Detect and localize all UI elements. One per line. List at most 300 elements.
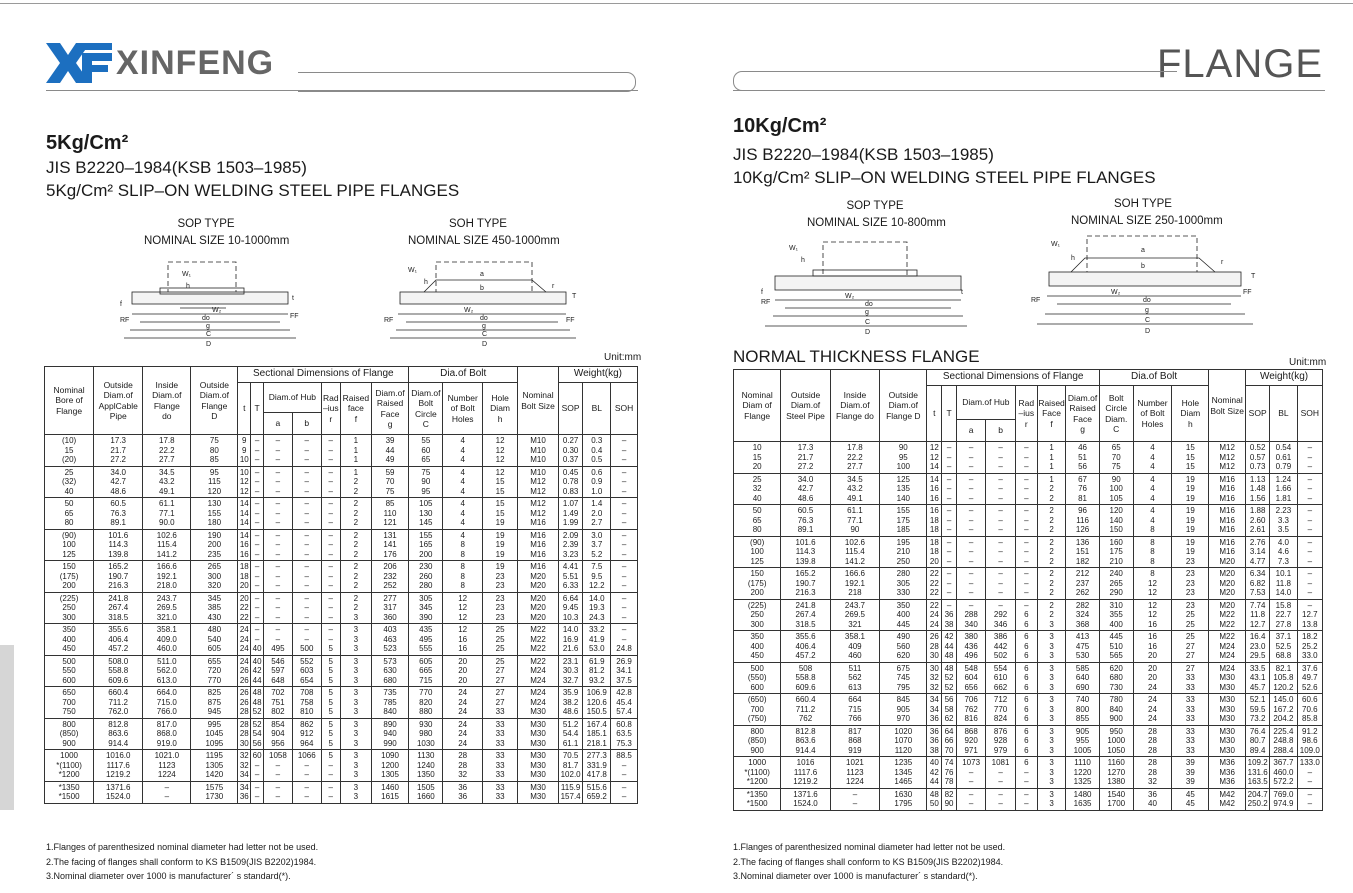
table-cell <box>340 498 371 530</box>
cell-value: 3 <box>353 707 359 716</box>
cell-value: 24 <box>1148 714 1157 723</box>
cell-value: M20 <box>1219 578 1235 588</box>
cell-value: 475 <box>1075 641 1090 651</box>
table-cell <box>409 435 443 467</box>
cell-value: 5 <box>328 751 333 760</box>
table-cell <box>321 561 340 593</box>
cell-value: 40 <box>1148 799 1157 808</box>
table-cell <box>143 435 191 467</box>
cell-value: – <box>621 760 627 770</box>
cell-value: 60.5 <box>797 506 814 515</box>
cell-value: 1 <box>353 436 359 445</box>
cell-value: 4.6 <box>1277 547 1289 556</box>
cell-value: 1460 <box>381 782 399 792</box>
cell-value: 3 <box>353 612 359 622</box>
cell-value: 163.5 <box>1247 777 1268 786</box>
cell-value: 15 <box>64 445 74 455</box>
cell-value: 6.82 <box>1249 578 1266 588</box>
cell-value: 262 <box>1075 588 1090 597</box>
cell-value: 212 <box>1075 569 1090 578</box>
cell-value: M16 <box>1219 525 1235 534</box>
cell-value: – <box>304 593 309 603</box>
table-cell <box>1246 599 1270 631</box>
table-cell <box>986 788 1015 810</box>
cell-value: 3 <box>1049 619 1054 629</box>
table-cell <box>1099 536 1133 568</box>
cell-value: 265 <box>207 562 222 571</box>
cell-value: 17.8 <box>847 443 863 452</box>
cell-value: – <box>254 508 260 518</box>
cell-value: 76.3 <box>110 508 126 518</box>
cell-value: 1070 <box>894 736 913 745</box>
cell-value: 206 <box>383 562 397 571</box>
table-cell <box>1015 788 1037 810</box>
cell-value: 4 <box>460 499 465 508</box>
cell-value: 23 <box>495 571 505 581</box>
col-bolt-circle: Diam.of Bolt Circle C <box>409 383 443 435</box>
cell-value: – <box>275 792 281 801</box>
table-cell <box>238 655 251 687</box>
section-title: NORMAL THICKNESS FLANGE <box>733 347 980 366</box>
cell-value: 1016 <box>796 758 815 767</box>
cell-value: 3 <box>353 644 359 653</box>
cell-value: 540 <box>207 634 222 644</box>
cell-value: 14 <box>929 474 939 484</box>
cell-value: 3 <box>1049 632 1054 641</box>
cell-value: – <box>968 799 974 808</box>
cell-value: 2.0 <box>591 508 603 518</box>
cell-value: 60.8 <box>616 719 632 729</box>
cell-value: – <box>328 436 333 445</box>
cell-value: 28 <box>1148 736 1157 745</box>
table-row <box>45 624 638 656</box>
table-cell <box>191 498 238 530</box>
cell-value: – <box>968 588 974 597</box>
cell-value: 12.7 <box>1302 610 1318 619</box>
table-cell <box>1037 631 1065 663</box>
cell-value: 15 <box>495 477 505 486</box>
cell-value: 1021.0 <box>154 751 180 760</box>
cell-value: 102.6 <box>156 530 177 540</box>
table-cell <box>143 781 191 803</box>
cell-value: 840 <box>383 707 397 716</box>
table-cell <box>409 718 443 750</box>
table-cell <box>734 757 781 789</box>
cell-value: – <box>328 445 333 455</box>
table-cell <box>986 631 1015 663</box>
cell-value: 385 <box>207 603 222 612</box>
cell-value: 16 <box>1148 632 1157 641</box>
col-T: T <box>942 386 957 442</box>
cell-value: – <box>254 445 260 455</box>
table-cell <box>927 536 942 568</box>
table-cell <box>518 498 559 530</box>
cell-value: – <box>1307 588 1313 597</box>
cell-value: 6 <box>1024 619 1029 629</box>
table-cell <box>321 655 340 687</box>
table-cell <box>263 498 292 530</box>
cell-value: 1.0 <box>591 486 603 496</box>
cell-value: 409 <box>848 641 862 651</box>
cell-value: – <box>328 518 333 527</box>
table-cell <box>1246 757 1270 789</box>
table-cell <box>1297 662 1322 694</box>
cell-value: 702 <box>271 688 285 697</box>
table-cell <box>1015 694 1037 726</box>
cell-value: 76 <box>1078 484 1088 493</box>
cell-value: 7.3 <box>1277 556 1289 566</box>
cell-value: 100 <box>896 462 910 471</box>
table-cell <box>1270 568 1297 600</box>
table-cell <box>956 694 985 726</box>
cell-value: – <box>998 789 1003 799</box>
soh-caption <box>408 216 560 250</box>
cell-value: 48 <box>252 697 262 707</box>
cell-value: 42.7 <box>797 484 814 493</box>
cell-value: 5.51 <box>562 571 579 581</box>
cell-value: 33 <box>495 751 505 760</box>
cell-value: 979 <box>993 745 1008 755</box>
cell-value: 690 <box>1075 682 1090 692</box>
cell-value: 496 <box>964 651 978 660</box>
table-cell <box>292 718 321 750</box>
table-cell <box>45 561 94 593</box>
cell-value: 715 <box>848 704 862 714</box>
cell-value: (175) <box>747 578 767 588</box>
table-cell <box>880 725 927 757</box>
table-cell <box>1297 725 1322 757</box>
table-cell <box>238 592 251 624</box>
cell-value: 5 <box>328 688 333 697</box>
table-cell <box>292 750 321 782</box>
cell-value: – <box>1024 547 1029 556</box>
table-cell <box>880 599 927 631</box>
table-cell <box>734 442 781 474</box>
cell-value: M30 <box>530 729 546 738</box>
sop-size-label: NOMINAL SIZE 10-800mm <box>807 217 946 229</box>
table-cell <box>1133 442 1172 474</box>
cell-value: 26 <box>239 675 249 685</box>
cell-value: – <box>968 547 974 556</box>
table-cell <box>927 568 942 600</box>
cell-value: 640 <box>1075 673 1090 682</box>
cell-value: – <box>275 770 281 779</box>
table-cell <box>1297 442 1322 474</box>
cell-value: 267.4 <box>108 603 129 612</box>
table-row <box>734 662 1323 694</box>
table-cell <box>191 655 238 687</box>
table-cell <box>251 718 264 750</box>
table-cell <box>518 466 559 498</box>
cell-value: 96 <box>1078 506 1088 515</box>
cell-value: 3 <box>1049 777 1054 786</box>
cell-value: 2 <box>353 562 359 571</box>
cell-value: 139.8 <box>108 549 129 559</box>
cell-value: 6.64 <box>562 593 579 603</box>
cell-value: M30 <box>1219 704 1235 714</box>
cell-value: – <box>275 530 281 540</box>
cell-value: 762 <box>964 704 978 714</box>
cell-value: 1.24 <box>1275 474 1292 484</box>
cell-value: – <box>164 792 170 801</box>
cell-value: 0.57 <box>1249 452 1266 462</box>
cell-value: 32.7 <box>562 675 579 685</box>
cell-value: 305 <box>896 578 910 588</box>
table-row <box>45 466 638 498</box>
cell-value: 2 <box>353 518 359 527</box>
cell-value: 26.9 <box>616 656 632 666</box>
cell-value: 523 <box>383 644 397 653</box>
cell-value: 70.6 <box>1302 704 1318 714</box>
dwg-h-label: h <box>424 279 428 286</box>
cell-value: *1500 <box>746 799 768 808</box>
table-row <box>45 781 638 803</box>
table-cell <box>1209 505 1246 537</box>
cell-value: 24 <box>458 738 468 748</box>
cell-value: *1200 <box>746 777 768 786</box>
cell-value: 109.2 <box>1247 758 1268 767</box>
cell-value: 655 <box>207 656 222 666</box>
cell-value: 28 <box>458 751 468 760</box>
table-cell <box>340 655 371 687</box>
table-cell <box>942 662 957 694</box>
cell-value: 900 <box>750 745 764 755</box>
cell-value: M24 <box>1219 641 1235 651</box>
table-cell <box>611 466 638 498</box>
cell-value: 9.5 <box>591 571 603 581</box>
cell-value: 825 <box>207 688 222 697</box>
cell-value: – <box>275 508 281 518</box>
cell-value: 712 <box>993 695 1008 704</box>
cell-value: 1795 <box>894 799 913 808</box>
table-cell <box>830 725 879 757</box>
cell-value: 0.52 <box>1249 443 1266 452</box>
cell-value: (225) <box>59 593 79 603</box>
cell-value: 24 <box>929 619 939 629</box>
table-cell <box>611 781 638 803</box>
cell-value: 120 <box>207 486 222 496</box>
cell-value: (850) <box>747 736 767 745</box>
cell-value: 167.4 <box>586 719 607 729</box>
cell-value: 81 <box>1078 493 1088 503</box>
cell-value: M30 <box>1219 695 1235 704</box>
table-cell <box>583 718 611 750</box>
cell-value: – <box>328 770 333 779</box>
cell-value: 280 <box>419 581 433 590</box>
cell-value: 12 <box>1148 600 1157 610</box>
cell-value: – <box>254 540 260 549</box>
cell-value: 1066 <box>297 751 316 760</box>
cell-value: 65 <box>421 455 431 464</box>
cell-value: 27.7 <box>159 455 175 464</box>
cell-value: 1219.2 <box>105 770 131 779</box>
cell-value: M22 <box>1219 619 1235 629</box>
cell-value: 4 <box>460 508 465 518</box>
cell-value: 1235 <box>894 758 913 767</box>
cell-value: 500 <box>62 656 76 666</box>
cell-value: 145 <box>419 518 433 527</box>
dwg-g-label: g <box>206 323 210 330</box>
cell-value: 125 <box>896 474 910 484</box>
cell-value: 970 <box>896 714 910 723</box>
cell-value: 802 <box>271 707 285 716</box>
table-cell <box>830 473 879 505</box>
table-cell <box>292 655 321 687</box>
cell-value: 4 <box>460 477 465 486</box>
table-cell <box>292 435 321 467</box>
table-cell <box>927 725 942 757</box>
cell-value: 12 <box>929 443 939 452</box>
cell-value: – <box>1024 556 1029 566</box>
cell-value: 463 <box>383 634 397 644</box>
table-cell <box>191 561 238 593</box>
cell-value: 155 <box>896 506 910 515</box>
cell-value: 1700 <box>1107 799 1126 808</box>
cell-value: 33 <box>495 707 505 716</box>
cell-value: 12 <box>458 612 468 622</box>
cell-value: 22.7 <box>1275 610 1292 619</box>
cell-value: 77.1 <box>159 508 175 518</box>
cell-value: 1380 <box>1107 777 1126 786</box>
cell-value: – <box>1307 578 1313 588</box>
cell-value: 762.0 <box>108 707 129 716</box>
cell-value: 12 <box>458 593 468 603</box>
cell-value: 4 <box>460 530 465 540</box>
cell-value: 89.1 <box>797 525 814 534</box>
cell-value: 24.8 <box>616 644 632 653</box>
cell-value: 20 <box>239 581 249 590</box>
cell-value: 22.2 <box>847 452 863 462</box>
cell-value: 4 <box>1150 452 1155 462</box>
cell-value: 1 <box>353 455 359 464</box>
cell-value: – <box>328 581 333 590</box>
cell-value: – <box>621 499 627 508</box>
table-cell <box>880 788 927 810</box>
cell-value: 38 <box>929 745 939 755</box>
table-cell <box>611 592 638 624</box>
cell-value: 751 <box>271 697 285 707</box>
cell-value: 5 <box>328 675 333 685</box>
cell-value: 65 <box>1111 443 1121 452</box>
dwg-do-label: do <box>202 315 210 322</box>
cell-value: 11.8 <box>1275 578 1291 588</box>
cell-value: – <box>254 486 260 496</box>
table-cell <box>1209 568 1246 600</box>
cell-value: 9 <box>242 445 247 455</box>
cell-value: M10 <box>530 455 546 464</box>
cell-value: 1058 <box>269 751 287 760</box>
cell-value: 21.7 <box>797 452 814 462</box>
cell-value: – <box>998 515 1003 525</box>
table-cell <box>927 473 942 505</box>
dwg-ff-label: FF <box>566 317 575 324</box>
table-cell <box>611 529 638 561</box>
cell-value: 39 <box>1185 758 1195 767</box>
cell-value: M24 <box>530 666 546 675</box>
table-cell <box>94 529 143 561</box>
table-cell <box>611 435 638 467</box>
cell-value: 12.7 <box>1249 619 1266 629</box>
cell-value: 14.0 <box>588 593 605 603</box>
cell-value: 16 <box>1148 641 1157 651</box>
cell-value: 445 <box>896 619 910 629</box>
cell-value: 24 <box>929 610 939 619</box>
cell-value: 20 <box>458 656 468 666</box>
unit-label: Unit:mm <box>1289 357 1327 368</box>
cell-value: 956 <box>271 738 285 748</box>
standard-label: JIS B2220–1984(KSB 1503–1985) <box>46 158 307 177</box>
table-cell <box>45 529 94 561</box>
table-cell <box>1297 631 1322 663</box>
table-cell <box>1066 442 1100 474</box>
cell-value: 868 <box>964 726 978 736</box>
cell-value: 442 <box>993 641 1008 651</box>
cell-value: 250 <box>62 603 76 612</box>
table-cell <box>830 442 879 474</box>
cell-value: 28 <box>239 707 249 716</box>
cell-value: 654 <box>300 675 314 685</box>
table-cell <box>1066 599 1100 631</box>
cell-value: 430 <box>207 612 222 622</box>
cell-value: 20 <box>929 556 939 566</box>
cell-value: 1219.2 <box>793 777 818 786</box>
cell-value: 5 <box>328 719 333 729</box>
table-cell <box>830 505 879 537</box>
cell-value: 34 <box>929 695 939 704</box>
cell-value: 16.9 <box>562 634 579 644</box>
cell-value: 28 <box>1148 745 1157 755</box>
cell-value: 480 <box>207 625 222 634</box>
cell-value: 905 <box>896 704 910 714</box>
dwg-t-label: t <box>292 295 294 302</box>
cell-value: 3 <box>353 782 359 792</box>
table-cell <box>942 631 957 663</box>
table-cell <box>1270 631 1297 663</box>
cell-value: 19 <box>1185 474 1195 484</box>
table-cell <box>1172 757 1209 789</box>
table-cell <box>1270 442 1297 474</box>
cell-value: M22 <box>530 644 546 653</box>
cell-value: – <box>304 603 309 612</box>
table-cell <box>734 599 781 631</box>
cell-value: 355.6 <box>108 625 129 634</box>
cell-value: M16 <box>1219 484 1235 493</box>
dwg-w1-label: W₁ <box>182 271 191 278</box>
cell-value: 131 <box>383 530 397 540</box>
table-cell <box>409 498 443 530</box>
cell-value: – <box>1024 537 1029 547</box>
cell-value: 1073 <box>962 758 981 767</box>
cell-value: M36 <box>1219 758 1235 767</box>
cell-value: 35.9 <box>562 688 579 697</box>
cell-value: – <box>328 571 333 581</box>
cell-value: 321 <box>848 619 862 629</box>
cell-value: 548 <box>964 663 978 673</box>
cell-value: 60 <box>421 445 431 455</box>
col-outside-pipe: Outside Diam.of ApplCable Pipe <box>94 367 143 435</box>
table-cell <box>191 529 238 561</box>
cell-value: 1123 <box>158 760 176 770</box>
cell-value: – <box>946 484 952 493</box>
cell-value: 367.7 <box>1273 758 1294 767</box>
table-cell <box>482 529 517 561</box>
cell-value: 0.45 <box>562 467 579 477</box>
table-cell <box>583 466 611 498</box>
col-sop: SOP <box>558 383 583 435</box>
cell-value: 6 <box>1024 704 1029 714</box>
sop-caption <box>807 198 946 232</box>
cell-value: 4 <box>460 445 465 455</box>
